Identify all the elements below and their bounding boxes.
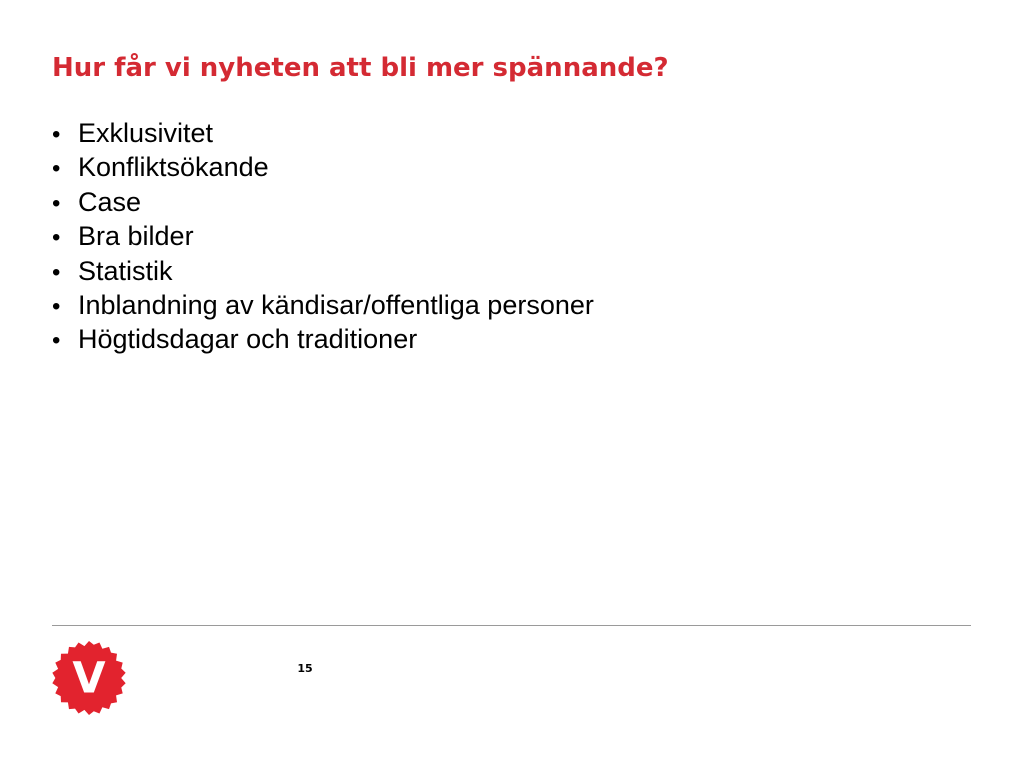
list-item [52,254,594,288]
bullet-text: Statistik [78,255,173,286]
bullet-text: Högtidsdagar och traditioner [78,324,418,355]
list-item [52,185,594,219]
bullet-dot: • [52,121,61,148]
carnation-v-logo-icon [50,639,128,717]
bullet-dot: • [52,189,61,217]
bullet-dot: • [52,224,61,252]
list-item [52,116,594,150]
bullet-dot: • [52,258,61,286]
bullet-text: Inblandning av kändisar/offentliga personer [78,289,594,320]
bullet-text: Bra bilder [78,221,194,252]
bullet-list [52,116,594,357]
list-item [52,219,594,253]
list-item [52,322,594,356]
bullet-text: Exklusivitet [78,118,214,148]
slide-title: Hur får vi nyheten att bli mer spännande? [52,53,669,83]
page-number: 15 [297,662,313,675]
logo-letter: V [72,653,106,704]
bullet-dot: • [52,327,61,355]
bullet-text: Case [78,186,142,217]
footer-divider [52,625,971,626]
bullet-text: Konfliktsökande [78,152,269,183]
list-item [52,288,594,322]
list-item [52,150,594,184]
bullet-dot: • [52,155,61,183]
bullet-dot: • [52,292,61,320]
